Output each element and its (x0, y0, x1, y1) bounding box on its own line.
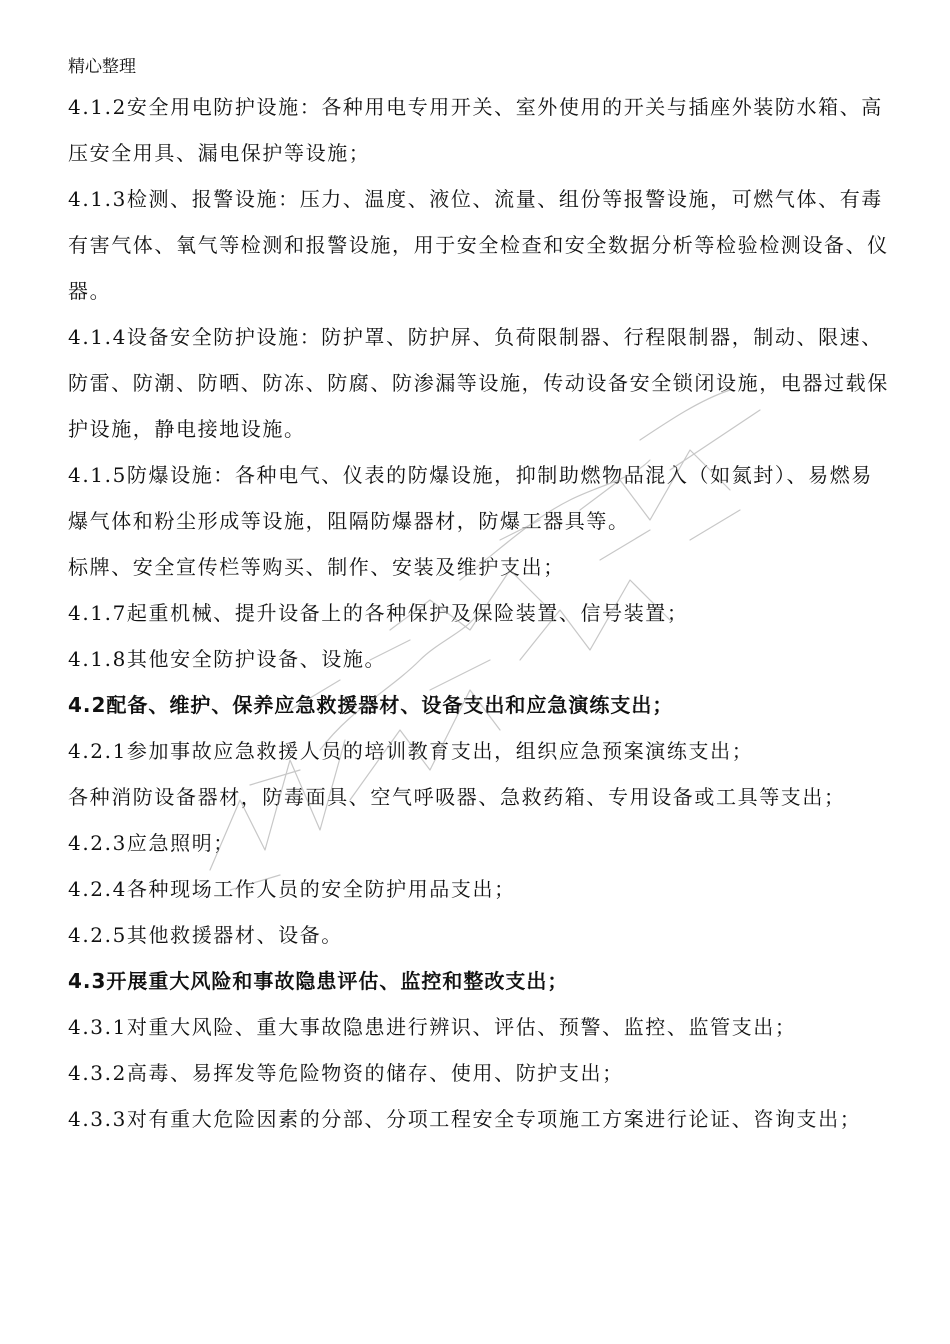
paragraph-signage: 标牌、安全宣传栏等购买、制作、安装及维护支出； (68, 555, 565, 579)
paragraph-4-2-3: 4.2.3应急照明； (68, 831, 235, 855)
section-heading-4-3: 4.3开展重大风险和事故隐患评估、监控和整改支出； (68, 969, 569, 993)
paragraph-4-1-7: 4.1.7起重机械、提升设备上的各种保护及保险装置、信号装置； (68, 601, 689, 625)
paragraph-4-1-8: 4.1.8其他安全防护设备、设施。 (68, 647, 387, 671)
paragraph-4-3-1: 4.3.1对重大风险、重大事故隐患进行辨识、评估、预警、监控、监管支出； (68, 1015, 797, 1039)
paragraph-4-2-1: 4.2.1参加事故应急救援人员的培训教育支出，组织应急预案演练支出； (68, 739, 754, 763)
section-heading-4-2: 4.2配备、维护、保养应急救援器材、设备支出和应急演练支出； (68, 693, 674, 717)
paragraph-4-3-2: 4.3.2高毒、易挥发等危险物资的储存、使用、防护支出； (68, 1061, 624, 1085)
paragraph-4-1-5: 4.1.5防爆设施：各种电气、仪表的防爆设施，抑制助燃物品混入（如氮封）、易燃易爆气体和粉尘形成等设施，阻隔防爆器材，防爆工器具等。 (68, 463, 873, 533)
paragraph-4-2-5: 4.2.5其他救援器材、设备。 (68, 923, 343, 947)
paragraph-4-1-4: 4.1.4设备安全防护设施：防护罩、防护屏、负荷限制器、行程限制器，制动、限速、防雷、防潮、防晒、防冻、防腐、防渗漏等设施，传动设备安全锁闭设施，电器过载保护设施，静电接地设施。 (68, 325, 889, 441)
document-body (68, 84, 892, 1142)
paragraph-4-1-2: 4.1.2安全用电防护设施：各种用电专用开关、室外使用的开关与插座外装防水箱、高压安全用具、漏电保护等设施； (68, 95, 883, 165)
page-header: 精心整理 (68, 57, 136, 77)
paragraph-fire-equipment: 各种消防设备器材，防毒面具、空气呼吸器、急救药箱、专用设备或工具等支出； (68, 785, 846, 809)
paragraph-4-2-4: 4.2.4各种现场工作人员的安全防护用品支出； (68, 877, 516, 901)
paragraph-4-1-3: 4.1.3检测、报警设施：压力、温度、液位、流量、组份等报警设施，可燃气体、有毒有害气体、氧气等检测和报警设施，用于安全检查和安全数据分析等检验检测设备、仪器。 (68, 187, 889, 303)
paragraph-4-3-3: 4.3.3对有重大危险因素的分部、分项工程安全专项施工方案进行论证、咨询支出； (68, 1107, 862, 1131)
